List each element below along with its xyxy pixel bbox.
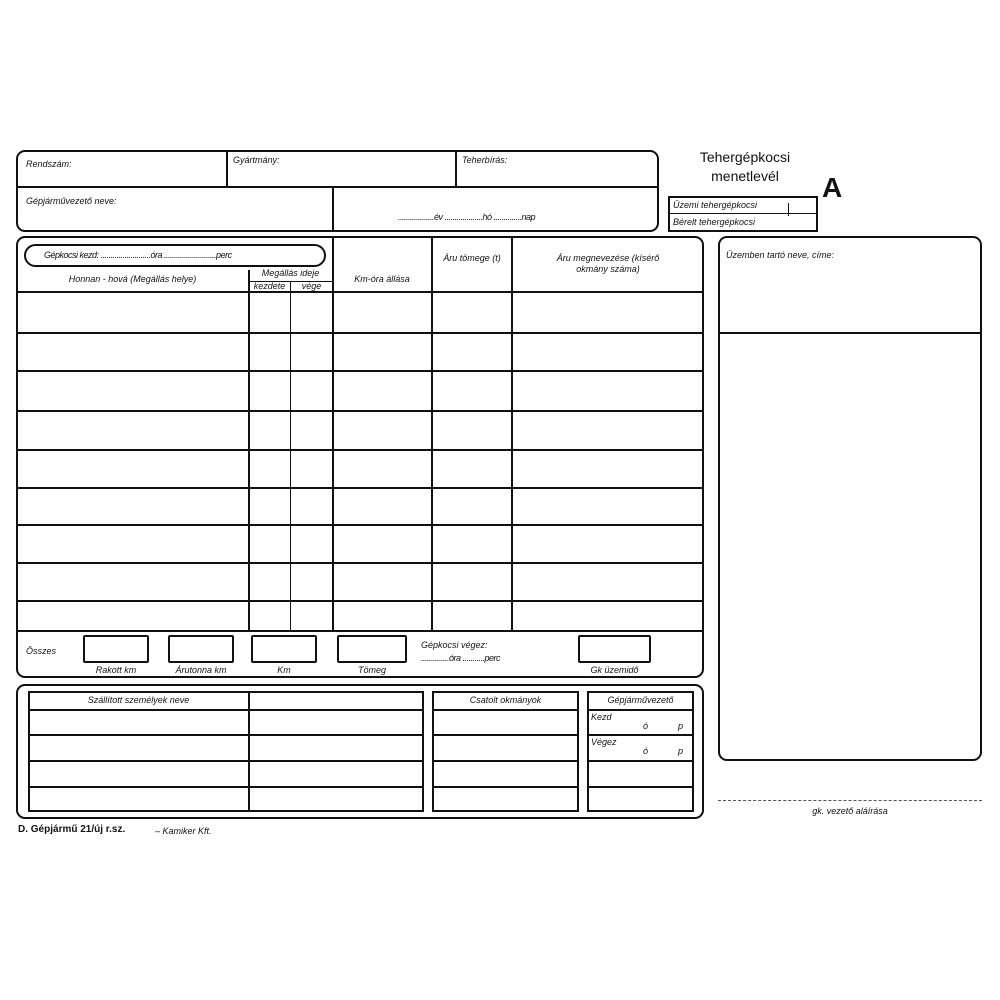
capacity-field[interactable]: Teherbírás: xyxy=(462,155,508,165)
driver-end-label: Végez xyxy=(591,737,617,747)
form-title xyxy=(680,148,810,186)
driver-start-hour: ó xyxy=(643,721,649,731)
driver-start-minute: p xyxy=(678,721,684,731)
col-odometer: Km-óra állása xyxy=(354,274,410,284)
tick-mark xyxy=(788,203,789,216)
owner-panel xyxy=(718,236,982,761)
driver-header: Gépjárművezető xyxy=(607,695,674,705)
footer-publisher: – Kamiker Kft. xyxy=(155,826,212,836)
make-field[interactable]: Gyártmány: xyxy=(233,155,280,165)
trip-table-box xyxy=(16,236,704,678)
persons-header: Szállított személyek neve xyxy=(87,695,190,705)
km-label: Km xyxy=(277,665,291,675)
form-title-line2: menetlevél xyxy=(711,168,779,184)
date-field[interactable]: ..................év ...................hó ..............nap xyxy=(398,212,536,222)
col-weight: Áru tömege (t) xyxy=(443,253,501,263)
owner-label[interactable]: Üzemben tartó neve, címe: xyxy=(726,250,835,260)
plate-field[interactable]: Rendszám: xyxy=(26,159,72,169)
footer-code: D. Gépjármű 21/új r.sz. xyxy=(18,824,126,835)
driver-name-field[interactable]: Gépjárművezető neve: xyxy=(26,196,117,206)
km-box[interactable] xyxy=(251,635,317,663)
ton-km-box[interactable] xyxy=(168,635,234,663)
driver-start-label: Kezd xyxy=(591,712,612,722)
signature-line[interactable] xyxy=(718,800,982,801)
type-option-rented[interactable]: Bérelt tehergépkocsi xyxy=(673,217,756,227)
vehicle-end-time[interactable]: ..............óra ...........perc xyxy=(421,653,501,663)
form-letter: A xyxy=(822,172,843,203)
driver-end-hour: ó xyxy=(643,746,649,756)
totals-label: Összes xyxy=(26,646,57,656)
driver-end-minute: p xyxy=(678,746,684,756)
weight-box[interactable] xyxy=(337,635,407,663)
start-time-text: Gépkocsi kezd: .........................óra ..........................perc xyxy=(44,250,232,260)
operating-time-box[interactable] xyxy=(578,635,651,663)
ton-km-label: Árutonna km xyxy=(175,665,227,675)
col-route: Honnan - hová (Megállás helye) xyxy=(68,274,197,284)
loaded-km-box[interactable] xyxy=(83,635,149,663)
loaded-km-label: Rakott km xyxy=(95,665,137,675)
type-option-own[interactable]: Üzemi tehergépkocsi xyxy=(673,200,758,210)
header-box xyxy=(16,150,659,232)
vehicle-end-label: Gépkocsi végez: xyxy=(421,640,488,650)
weight-label: Tömeg xyxy=(357,665,386,675)
documents-header: Csatolt okmányok xyxy=(469,695,542,705)
signature-label: gk. vezető aláírása xyxy=(812,806,888,816)
col-goods: Áru megnevezése (kísérő okmány száma) xyxy=(556,253,660,274)
operating-time-label: Gk üzemidő xyxy=(590,665,639,675)
col-stop-time: Megállás ideje xyxy=(261,268,320,278)
col-stop-start: kezdete xyxy=(253,281,286,291)
form-title-line1: Tehergépkocsi xyxy=(699,149,791,165)
col-stop-end: vége xyxy=(301,281,322,291)
